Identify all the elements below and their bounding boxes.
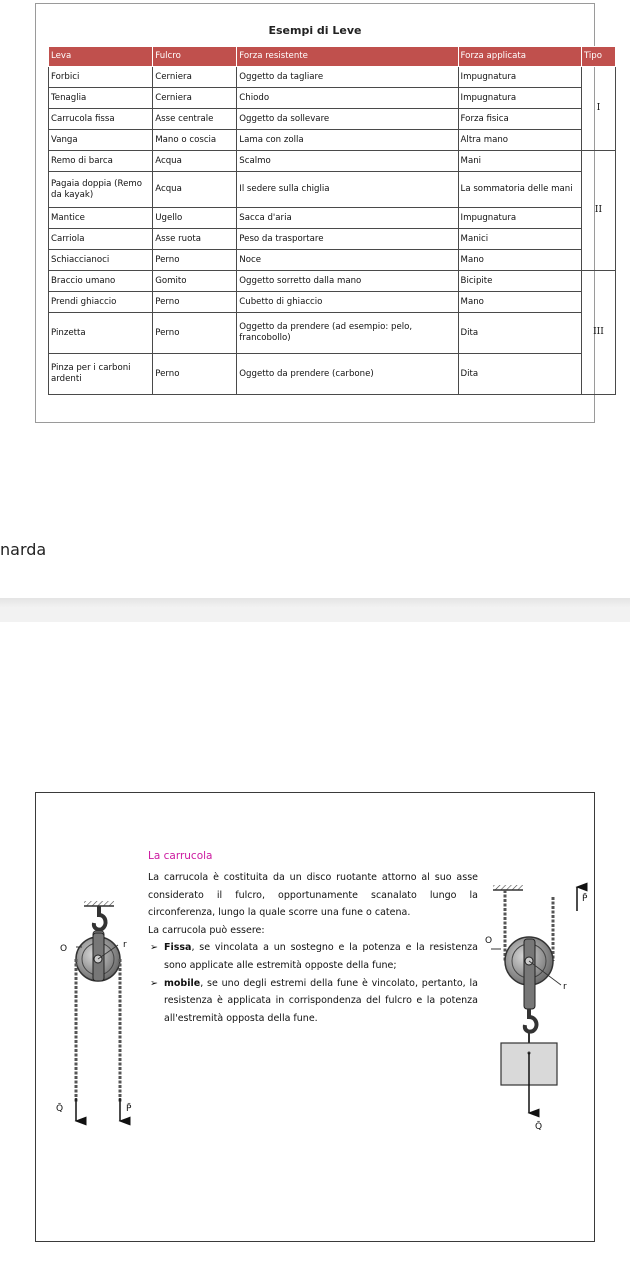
table-row (49, 130, 616, 151)
cell-forza-resistente: Sacca d'aria (237, 208, 458, 229)
cell-forza-applicata: Dita (458, 313, 581, 354)
cell-forza-resistente: Il sedere sulla chiglia (237, 172, 458, 208)
lever-table (48, 46, 616, 395)
cell-leva: Schiaccianoci (49, 250, 153, 271)
cell-fulcro: Perno (153, 292, 237, 313)
cell-forza-resistente: Chiodo (237, 88, 458, 109)
cell-tipo: III (581, 271, 615, 395)
page-text-fragment: narda (0, 540, 47, 559)
mobile-text: , se uno degli estremi della fune è vincolato, pertanto, la resistenza è applicata in corrispondenza del fulcro e la potenza all'estremità opposta della fune. (164, 977, 478, 1024)
cell-fulcro: Perno (153, 354, 237, 395)
cell-forza-applicata: Mano (458, 292, 581, 313)
cell-fulcro: Mano o coscia (153, 130, 237, 151)
label-r: r (563, 982, 567, 992)
cell-forza-resistente: Oggetto da prendere (carbone) (237, 354, 458, 395)
table-row (49, 208, 616, 229)
cell-forza-applicata: La sommatoria delle mani (458, 172, 581, 208)
label-p: P̄ (126, 1104, 132, 1114)
cell-fulcro: Asse ruota (153, 229, 237, 250)
cell-forza-resistente: Cubetto di ghiaccio (237, 292, 458, 313)
label-o: O (60, 944, 68, 954)
cell-fulcro: Cerniera (153, 67, 237, 88)
pulley-intro: La carrucola è costituita da un disco ruotante attorno al suo asse considerato il fulcro, opportunamente scanalato lungo la circonferenza, lungo la quale scorre una fune o catena. (148, 872, 478, 919)
table-row (49, 151, 616, 172)
table-row (49, 250, 616, 271)
bullet-fixed (148, 939, 478, 974)
label-r: r (123, 940, 127, 950)
hook-icon (94, 906, 106, 930)
cell-forza-resistente: Scalmo (237, 151, 458, 172)
cell-forza-resistente: Oggetto sorretto dalla mano (237, 271, 458, 292)
cell-forza-applicata: Bicipite (458, 271, 581, 292)
cell-forza-applicata: Mano (458, 250, 581, 271)
cell-fulcro: Cerniera (153, 88, 237, 109)
cell-forza-applicata: Manici (458, 229, 581, 250)
cell-forza-resistente: Oggetto da prendere (ad esempio: pelo, francobollo) (237, 313, 458, 354)
col-header-forza-resistente: Forza resistente (237, 47, 458, 67)
cell-leva: Braccio umano (49, 271, 153, 292)
table-row (49, 354, 616, 395)
fixed-term: Fissa (164, 942, 192, 954)
cell-leva: Tenaglia (49, 88, 153, 109)
cell-leva: Pinzetta (49, 313, 153, 354)
table-row (49, 172, 616, 208)
bullet-mobile (148, 975, 478, 1028)
cell-fulcro: Ugello (153, 208, 237, 229)
cell-leva: Forbici (49, 67, 153, 88)
pulley-title: La carrucola (148, 850, 213, 862)
cell-leva: Pinza per i carboni ardenti (49, 354, 153, 395)
label-q: Q̄ (535, 1122, 543, 1132)
cell-forza-applicata: Altra mano (458, 130, 581, 151)
col-header-fulcro: Fulcro (153, 47, 237, 67)
pulley-lead: La carrucola può essere: (148, 924, 265, 936)
cell-leva: Pagaia doppia (Remo da kayak) (49, 172, 153, 208)
ceiling-support-icon (84, 901, 114, 906)
cell-forza-applicata: Impugnatura (458, 208, 581, 229)
cell-forza-applicata: Dita (458, 354, 581, 395)
table-row (49, 109, 616, 130)
ceiling-support-icon (493, 885, 523, 890)
cell-forza-resistente: Oggetto da tagliare (237, 67, 458, 88)
cell-forza-applicata: Forza fisica (458, 109, 581, 130)
col-header-leva: Leva (49, 47, 153, 67)
pulley-description (148, 869, 478, 1027)
table-row (49, 88, 616, 109)
table-row (49, 292, 616, 313)
pulley-wheel-icon (76, 931, 120, 981)
cell-leva: Remo di barca (49, 151, 153, 172)
lever-table-slide (35, 3, 604, 423)
pulley-slide (35, 792, 595, 1242)
mobile-term: mobile (164, 977, 201, 989)
cell-fulcro: Acqua (153, 151, 237, 172)
force-arrows-icon (76, 1098, 120, 1121)
cell-tipo: I (581, 67, 615, 151)
cell-forza-applicata: Impugnatura (458, 88, 581, 109)
bullet-arrow-icon: ➢ (150, 977, 158, 989)
cell-fulcro: Gomito (153, 271, 237, 292)
col-header-tipo: Tipo (581, 47, 615, 67)
cell-leva: Mantice (49, 208, 153, 229)
table-row (49, 271, 616, 292)
mobile-pulley-diagram (481, 881, 591, 1136)
fixed-text: , se vincolata a un sostegno e la potenza e la resistenza sono applicate alle estremità opposte della fune; (164, 942, 478, 971)
cell-fulcro: Perno (153, 250, 237, 271)
col-header-forza-applicata: Forza applicata (458, 47, 581, 67)
table-row (49, 229, 616, 250)
pulley-wheel-icon (491, 937, 561, 1009)
cell-fulcro: Perno (153, 313, 237, 354)
fixed-pulley-diagram (48, 893, 148, 1133)
bullet-arrow-icon: ➢ (150, 942, 158, 954)
cell-forza-resistente: Noce (237, 250, 458, 271)
page-divider (0, 598, 630, 622)
label-o: O (485, 936, 493, 946)
table-title: Esempi di Leve (268, 24, 362, 37)
cell-leva: Carriola (49, 229, 153, 250)
table-row (49, 67, 616, 88)
cell-leva: Vanga (49, 130, 153, 151)
table-row (49, 313, 616, 354)
cell-fulcro: Acqua (153, 172, 237, 208)
cell-tipo: II (581, 151, 615, 271)
table-header-row (49, 47, 616, 67)
cell-fulcro: Asse centrale (153, 109, 237, 130)
cell-forza-resistente: Oggetto da sollevare (237, 109, 458, 130)
hook-icon (525, 1009, 537, 1043)
cell-leva: Carrucola fissa (49, 109, 153, 130)
cell-leva: Prendi ghiaccio (49, 292, 153, 313)
label-q: Q̄ (56, 1104, 64, 1114)
cell-forza-resistente: Lama con zolla (237, 130, 458, 151)
cell-forza-resistente: Peso da trasportare (237, 229, 458, 250)
cell-forza-applicata: Impugnatura (458, 67, 581, 88)
cell-forza-applicata: Mani (458, 151, 581, 172)
label-p: P̄ (582, 894, 588, 904)
